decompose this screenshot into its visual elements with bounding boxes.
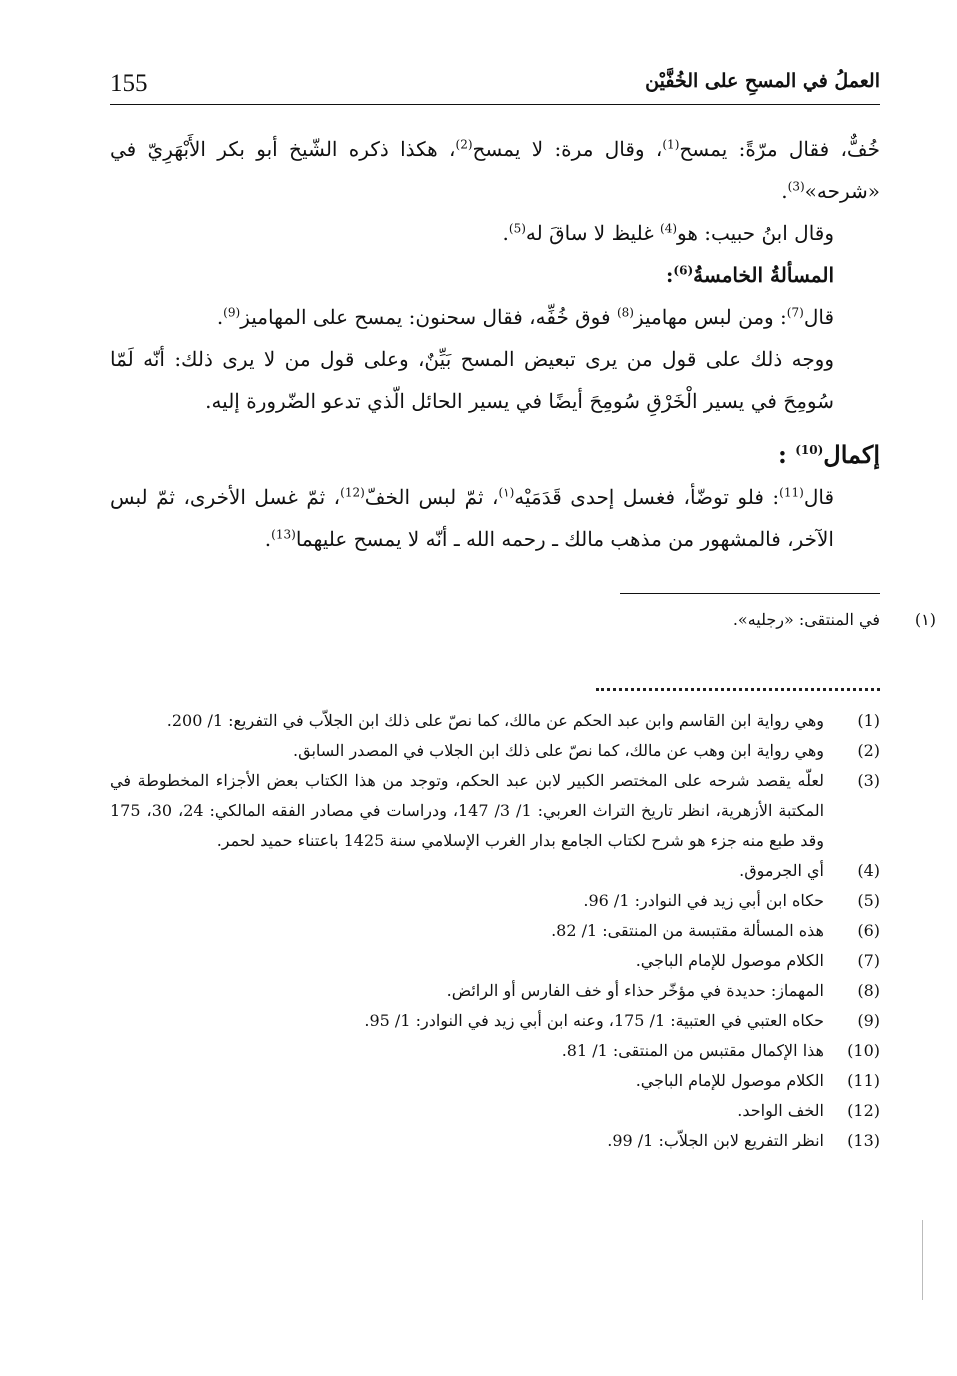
footnote-ref[interactable]: (2) (455, 137, 473, 152)
footnote-text: وهي رواية ابن وهب عن مالك، كما نصّ على ذلك ابن الجلاب في المصدر السابق. (293, 741, 824, 760)
text-run: : فلو توضّأ، فغسل إحدى قَدَمَيْه (514, 485, 780, 509)
footnote-ref[interactable]: (1) (662, 137, 680, 152)
text-run: . (781, 179, 788, 203)
footnote-number: (5) (857, 891, 880, 910)
footnote-item (110, 976, 880, 1006)
footnote-rule (620, 593, 880, 594)
footnote-item (110, 886, 880, 916)
footnote-ref[interactable]: (5) (508, 221, 526, 236)
footnote-number: (4) (857, 861, 880, 880)
text-run: قال (803, 485, 834, 509)
paragraph-1 (110, 128, 880, 212)
text-run: ، وقال مرة: لا يمسح (472, 137, 663, 161)
footnote-number: (3) (857, 771, 880, 790)
main-text (110, 128, 880, 560)
text-run: . (264, 527, 272, 551)
footnote-item (110, 1006, 880, 1036)
footnote-text: هذا الإكمال مقتبس من المنتقى: 1/ 81. (561, 1041, 824, 1060)
text-run: خُفٌّ، فقال مرّةً: يمسح (679, 137, 881, 161)
footnote-text: حكاه العتبي في العتبية: 1/ 175، وعنه ابن أبي زيد في النوادر: 1/ 95. (364, 1011, 824, 1030)
footnote-text: الخف الواحد. (737, 1101, 824, 1120)
footnote-number: (12) (847, 1101, 880, 1120)
footnote-ref[interactable]: (12) (340, 485, 365, 500)
text-run: : ومن لبس مهاميز (633, 305, 787, 329)
footnote-number: (١) (914, 610, 936, 629)
footnote-text: أي الجرموق. (739, 861, 824, 880)
section-heading-5 (110, 254, 880, 296)
footnote-item (110, 1126, 880, 1156)
text-run: ، هكذا ذكره الشّيخ أبو بكر الأَبْهَرِيّ في «شرحه» (110, 137, 880, 203)
footnote-ref[interactable]: (11) (779, 485, 804, 500)
original-footnote-ref[interactable]: (١) (498, 485, 515, 500)
original-footnote (110, 606, 936, 634)
footnote-ref[interactable]: (10) (795, 443, 824, 457)
footnote-number: (2) (857, 741, 880, 760)
footnote-text: انظر التفريع لابن الجلاّب: 1/ 99. (607, 1131, 824, 1150)
footnote-number: (6) (857, 921, 880, 940)
footnote-item (110, 916, 880, 946)
footnote-text: الكلام موصول للإمام الباجي. (635, 951, 824, 970)
heading-text: المسألةُ الخامسةُ (693, 263, 834, 287)
footnote-item (110, 856, 880, 886)
paragraph-5 (110, 476, 880, 560)
text-run: قال (803, 305, 834, 329)
footnote-item (110, 1096, 880, 1126)
footnote-number: (1) (857, 711, 880, 730)
text-run: : (777, 440, 796, 469)
footnote-number: (7) (857, 951, 880, 970)
text-run: وقال ابنُ حبيب: هو (677, 221, 834, 245)
text-run: فوق خُفِّه، فقال سحنون: يمسح على المهاميز (240, 305, 617, 329)
text-run: . (216, 305, 224, 329)
footnote-text: هذه المسألة مقتبسة من المنتقى: 1/ 82. (551, 921, 824, 940)
footnote-item (110, 766, 880, 856)
paragraph-2 (110, 212, 880, 254)
footnote-ref[interactable]: (6) (673, 263, 694, 278)
text-run: ، ثمّ لبس الخفّ (364, 485, 499, 509)
dotted-separator (596, 688, 880, 691)
footnote-text: المهماز: حديدة في مؤخّر حذاء أو خف الفارس أو الرائض. (446, 981, 824, 1000)
text-run: : (666, 263, 674, 287)
footnote-text: وهي رواية ابن القاسم وابن عبد الحكم عن مالك، كما نصّ على ذلك ابن الجلاّب في التفريع: 1/ 200. (166, 711, 824, 730)
header-rule (110, 104, 880, 105)
paragraph-4: ووجه ذلك على قول من يرى تبعيض المسح بَيِّنٌ، وعلى قول من لا يرى ذلك: أنّه لَمّا سُومِحَ في يسير الْخَرْقِ سُومِحَ أيضًا في يسير الحائل الّذي تدعو الضّرورة إليه. (110, 347, 834, 413)
heading-text: إكمال (823, 440, 880, 469)
scan-mark (922, 1220, 923, 1300)
footnote-item (110, 1036, 880, 1066)
footnote-ref[interactable]: (13) (271, 527, 296, 542)
footnote-text: لعلّه يقصد شرحه على المختصر الكبير لابن عبد الحكم، وتوجد من هذا الكتاب بعض الأجزاء المخطوطة في المكتبة الأزهرية، انظر تاريخ التراث العربي: 1/ 3/ 147، ودراسات في مصادر الفقه المالكي: 24، 30، 175 وقد طبع منه جزء هو شرح لكتاب الجامع بدار الغرب الإسلامي سنة 1425 باعتناء حميد لحمر. (110, 771, 825, 850)
footnote-number: (13) (847, 1131, 880, 1150)
footnote-item (110, 946, 880, 976)
footnote-ref[interactable]: (8) (616, 305, 634, 320)
text-run: غليظ لا ساقَ له (525, 221, 661, 245)
page-header (110, 68, 880, 108)
footnote-number: (8) (857, 981, 880, 1000)
editor-footnotes (110, 706, 880, 1156)
footnote-item (110, 1066, 880, 1096)
footnote-ref[interactable]: (9) (223, 305, 241, 320)
footnote-ref[interactable]: (7) (786, 305, 804, 320)
paragraph-3 (110, 296, 880, 338)
footnote-text: في المنتقى: «رجليه». (732, 610, 880, 629)
footnote-number: (9) (857, 1011, 880, 1030)
footnote-item (110, 706, 880, 736)
footnote-ref[interactable]: (4) (660, 221, 678, 236)
footnote-text: حكاه ابن أبي زيد في النوادر: 1/ 96. (583, 891, 824, 910)
footnote-number: (11) (847, 1071, 880, 1090)
section-heading-ikmal (110, 434, 880, 476)
text-run: ، ثمّ غسل الأخرى، ثمّ لبس الآخر، فالمشهور من مذهب مالك ـ رحمه الله ـ أنّه لا يمسح عليهما (110, 485, 834, 551)
footnote-item (110, 736, 880, 766)
footnote-ref[interactable]: (3) (787, 179, 805, 194)
text-run: . (502, 221, 509, 245)
footnote-number: (10) (847, 1041, 880, 1060)
footnote-text: الكلام موصول للإمام الباجي. (635, 1071, 824, 1090)
page-number: 155 (110, 70, 148, 97)
running-title: العملُ في المسحِ على الخُفَّيْن (645, 70, 880, 92)
